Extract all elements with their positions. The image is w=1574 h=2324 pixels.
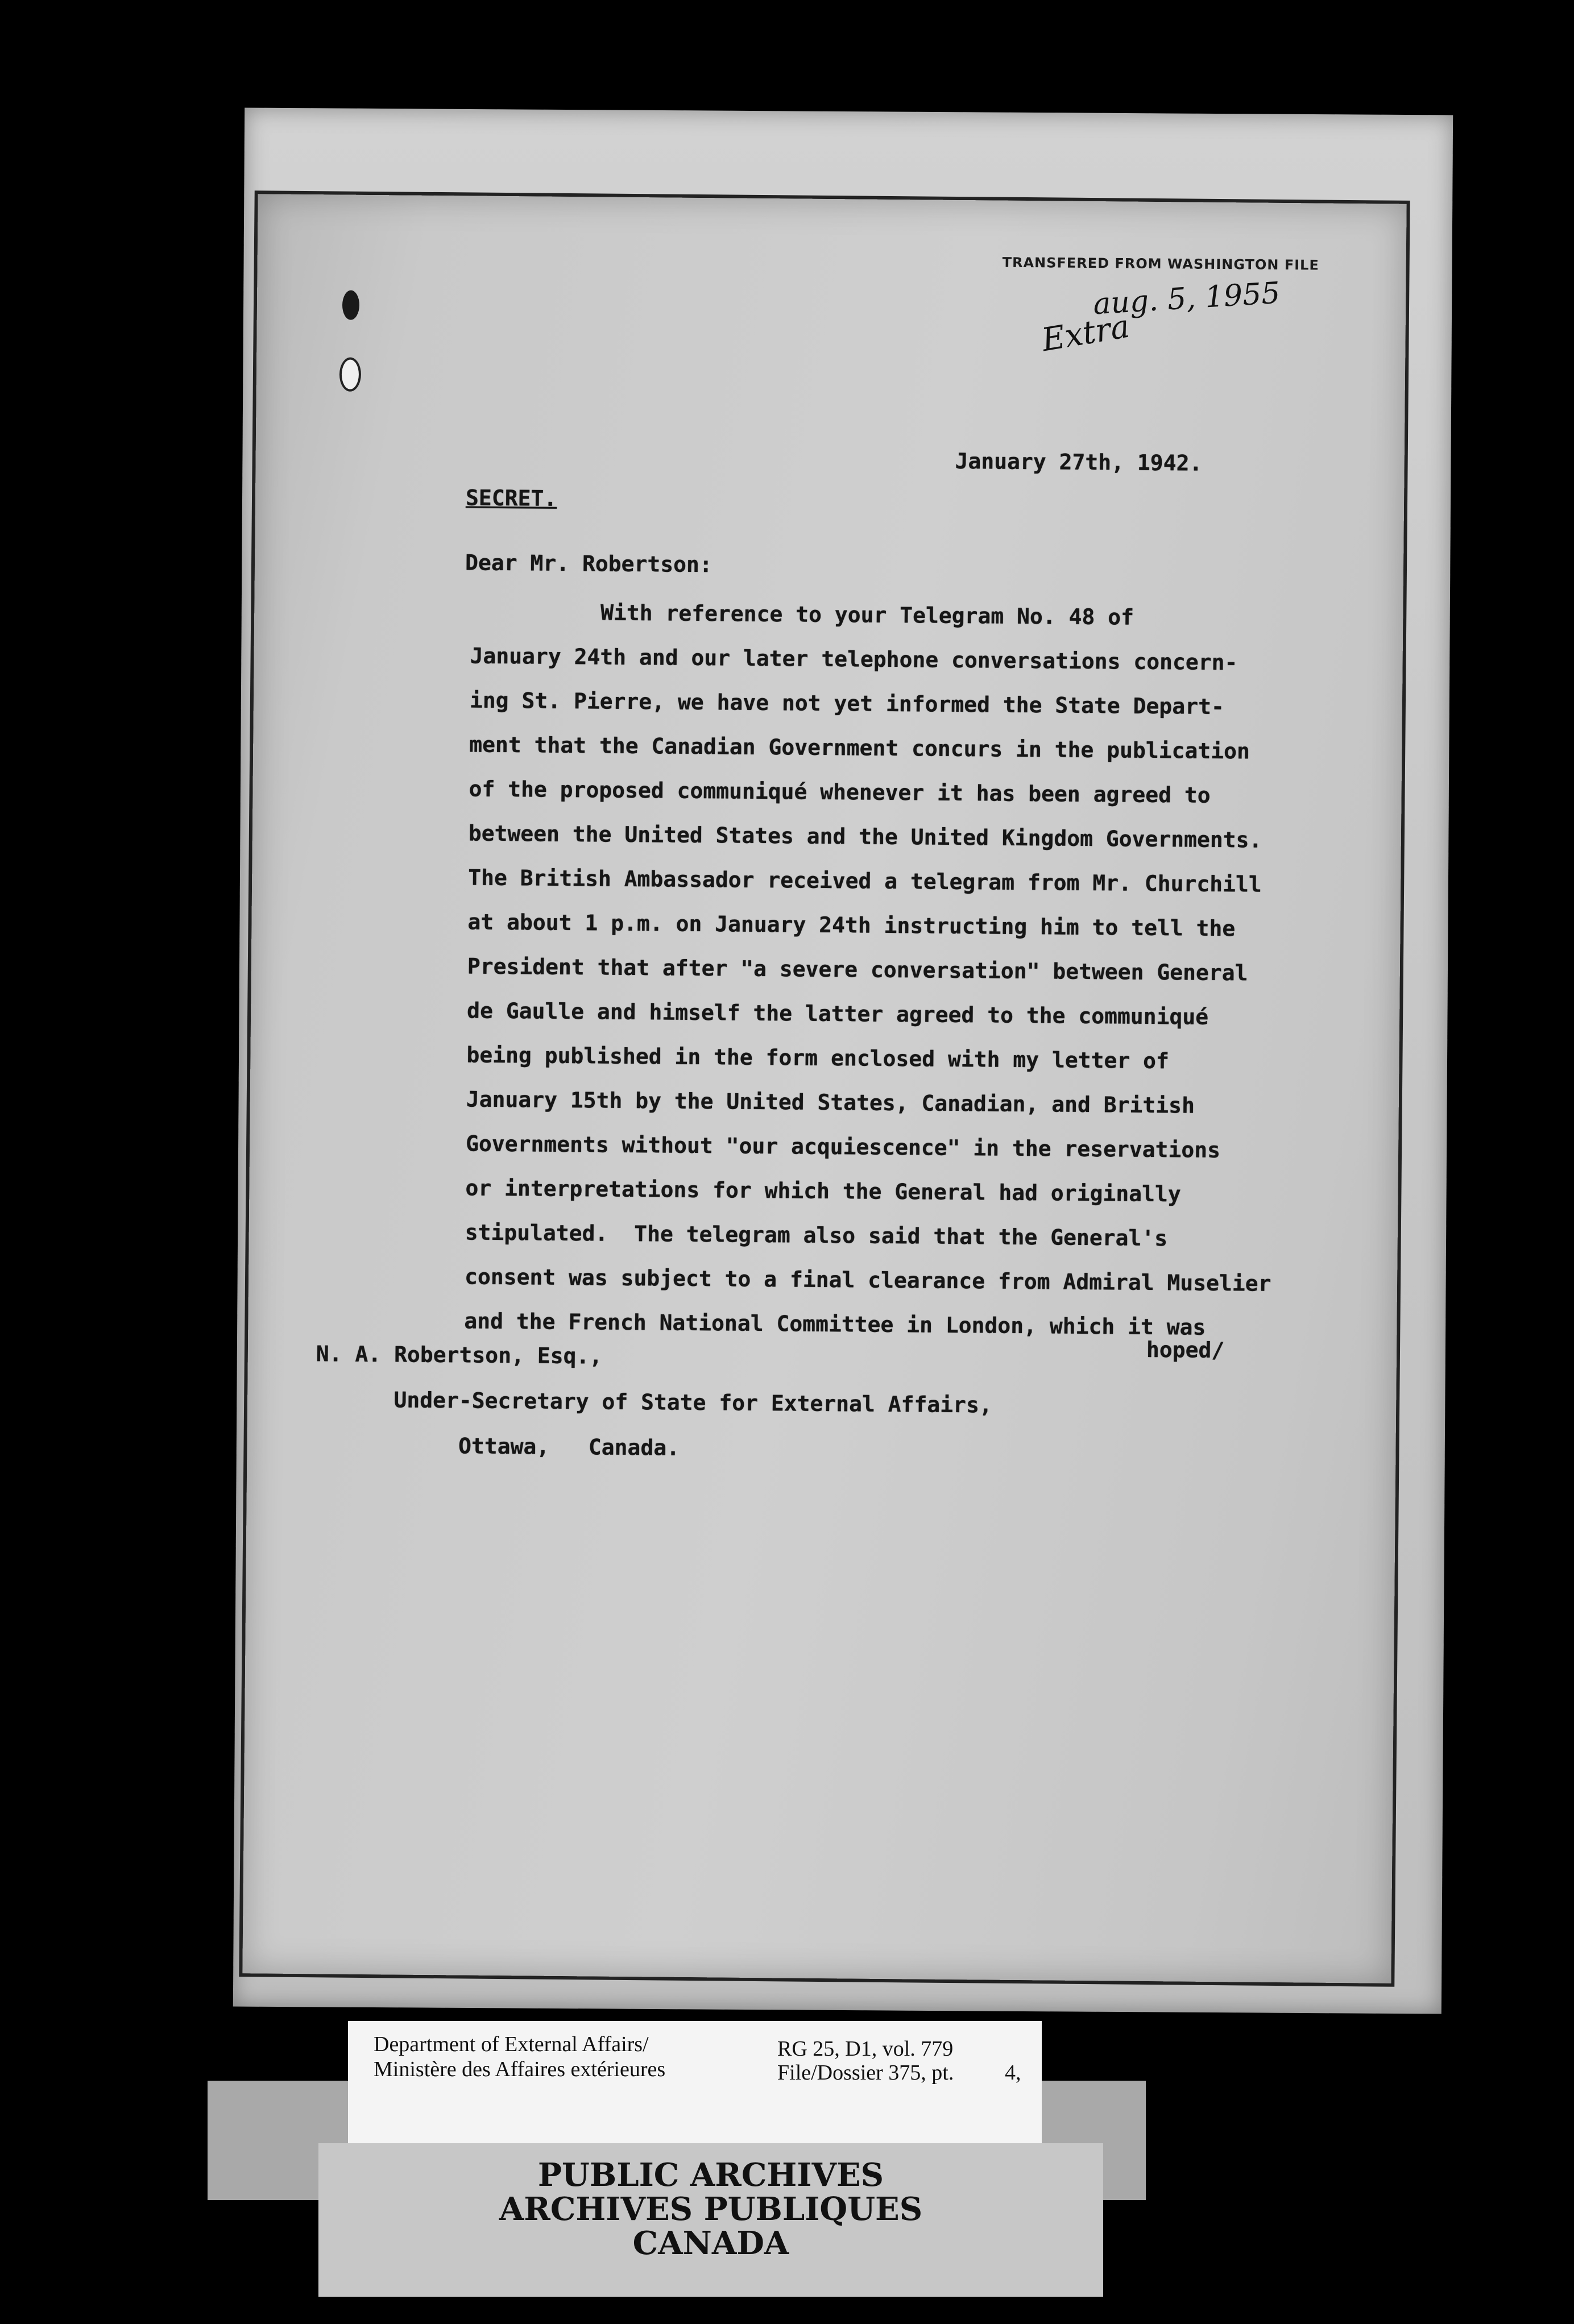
- recipient-line: N. A. Robertson, Esq.,: [316, 1341, 603, 1369]
- body-line: at about 1 p.m. on January 24th instructing him to tell the: [467, 909, 1236, 941]
- letter-page: [242, 194, 1406, 1983]
- body-line: President that after "a severe conversation" between General: [467, 953, 1248, 986]
- continuation-mark: hoped/: [1146, 1337, 1225, 1363]
- recipient-line: Ottawa, Canada.: [315, 1432, 680, 1460]
- archive-line: PUBLIC ARCHIVES: [537, 2156, 884, 2194]
- handwritten-date: aug. 5, 1955: [1092, 276, 1282, 322]
- body-line: ing St. Pierre, we have not yet informed the State Depart-: [469, 687, 1225, 720]
- salutation: Dear Mr. Robertson:: [465, 550, 713, 578]
- body-line: and the French National Committee in London, which it was: [464, 1308, 1206, 1340]
- body-line: January 24th and our later telephone conversations concern-: [470, 643, 1238, 675]
- body-line: stipulated. The telegram also said that the General's: [465, 1219, 1168, 1251]
- handwritten-note: Extra: [1039, 308, 1133, 359]
- punch-hole-bottom: [342, 360, 359, 389]
- body-line: de Gaulle and himself the latter agreed to the communiqué: [466, 998, 1209, 1030]
- classification: SECRET.: [465, 485, 557, 511]
- body-line: January 15th by the United States, Canadian, and British: [466, 1086, 1195, 1118]
- transfer-stamp: TRANSFERED FROM WASHINGTON FILE: [1002, 254, 1319, 273]
- body-line: between the United States and the United Kingdom Governments.: [468, 820, 1262, 853]
- body-line: being published in the form enclosed with my letter of: [466, 1042, 1170, 1074]
- punch-hole-top: [342, 290, 359, 320]
- archive-line: CANADA: [632, 2225, 789, 2262]
- body-line: Governments without "our acquiescence" in the reservations: [465, 1131, 1221, 1163]
- letter-date: January 27th, 1942.: [955, 448, 1203, 476]
- dept-fr: Ministère des Affaires extérieures: [374, 2057, 666, 2081]
- file-part: 4,: [1005, 2061, 1021, 2085]
- archive-label-card: [348, 2021, 1042, 2143]
- archive-band: [318, 2143, 1103, 2297]
- file-dossier: File/Dossier 375, pt.: [777, 2061, 954, 2085]
- body-line: With reference to your Telegram No. 48 of: [470, 599, 1134, 630]
- recipient-line: Under-Secretary of State for External Affairs,: [316, 1387, 993, 1418]
- dept-en: Department of External Affairs/: [374, 2032, 649, 2056]
- body-line: of the proposed communiqué whenever it has been agreed to: [469, 776, 1211, 808]
- archive-line: ARCHIVES PUBLIQUES: [499, 2190, 923, 2228]
- body-line: The British Ambassador received a telegram from Mr. Churchill: [468, 865, 1262, 897]
- body-line: or interpretations for which the General had originally: [465, 1175, 1181, 1207]
- body-line: consent was subject to a final clearance from Admiral Muselier: [464, 1264, 1271, 1296]
- record-group: RG 25, D1, vol. 779: [777, 2037, 954, 2061]
- body-line: ment that the Canadian Government concurs in the publication: [469, 732, 1250, 764]
